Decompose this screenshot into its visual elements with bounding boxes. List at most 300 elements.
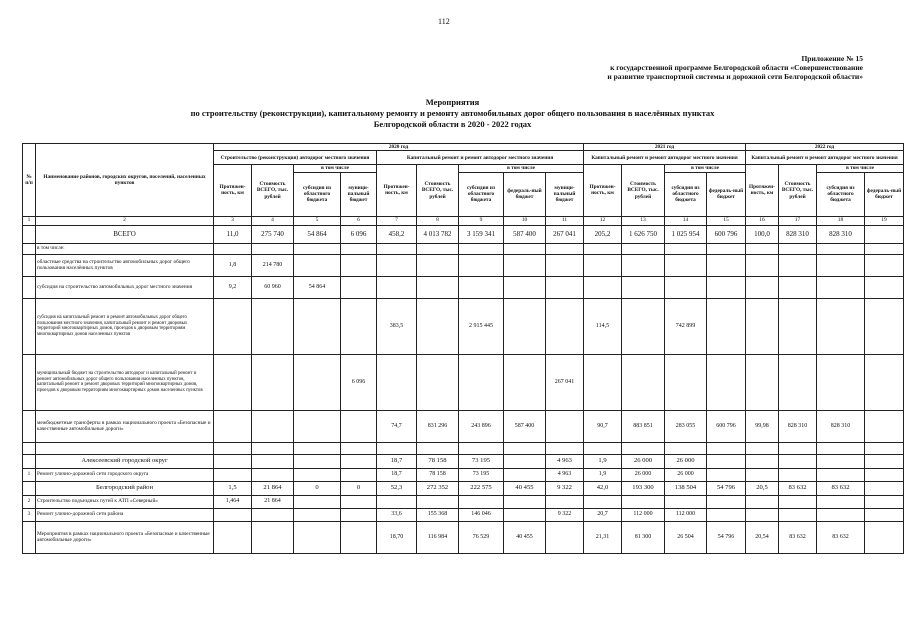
row-number (23, 354, 36, 410)
row-value (546, 298, 584, 354)
row-value (865, 481, 904, 495)
row-value: 54 796 (707, 481, 746, 495)
row-value (665, 495, 707, 508)
table-row (23, 254, 904, 276)
row-value: 222 575 (459, 481, 504, 495)
column-number: 19 (865, 216, 904, 225)
row-value (341, 243, 377, 254)
row-value: 828 310 (817, 225, 865, 243)
header-municipal: муници-пальный бюджет (341, 172, 377, 216)
row-value (214, 521, 252, 553)
row-value: 587 400 (504, 410, 546, 442)
row-value: 214 780 (252, 254, 294, 276)
row-value (865, 298, 904, 354)
row-value: 20,54 (746, 521, 779, 553)
row-value: 83 632 (817, 481, 865, 495)
row-value (584, 254, 622, 276)
row-value: 1 025 954 (665, 225, 707, 243)
row-value: 20,7 (584, 508, 622, 521)
row-value (865, 454, 904, 468)
row-value (417, 276, 459, 298)
row-value: 831 296 (417, 410, 459, 442)
header-incl: в том числе (294, 165, 377, 172)
row-value: 114,5 (584, 298, 622, 354)
table-row (23, 442, 904, 454)
header-municipal: муници-пальный бюджет (546, 172, 584, 216)
row-value (817, 495, 865, 508)
row-value (377, 442, 417, 454)
header-year-2021: 2021 год (584, 144, 746, 151)
row-value (865, 508, 904, 521)
column-number: 12 (584, 216, 622, 225)
column-number: 11 (546, 216, 584, 225)
row-value (779, 495, 817, 508)
row-value: 9,2 (214, 276, 252, 298)
row-value (294, 354, 341, 410)
row-value (214, 410, 252, 442)
header-cost: Стоимость ВСЕГО, тыс. рублей (417, 165, 459, 216)
row-value (546, 495, 584, 508)
row-value: 883 851 (622, 410, 665, 442)
header-incl: в том числе (665, 165, 746, 172)
table-row (23, 481, 904, 495)
row-value (665, 243, 707, 254)
row-value: 587 400 (504, 225, 546, 243)
header-repair-2022: Капитальный ремонт и ремонт автодорог местного значения (746, 151, 904, 165)
row-value (746, 354, 779, 410)
row-value: 18,7 (377, 468, 417, 481)
row-name: областные средства на строительство автомобильных дорог общего пользования населённых пунктов (36, 254, 214, 276)
row-value (584, 276, 622, 298)
row-value: 1,9 (584, 454, 622, 468)
row-value: 4 963 (546, 468, 584, 481)
row-value (584, 442, 622, 454)
roads-table (22, 143, 904, 554)
row-value: 112 000 (665, 508, 707, 521)
row-value: 267 041 (546, 225, 584, 243)
column-number: 5 (294, 216, 341, 225)
row-name: Строительство подъездных путей к АТП «Северный» (36, 495, 214, 508)
row-value (865, 442, 904, 454)
header-construction: Строительство (реконструкция) автодорог местного значения (214, 151, 377, 165)
appendix-note (503, 54, 863, 81)
row-value (622, 243, 665, 254)
header-federal: федераль-ный бюджет (504, 172, 546, 216)
row-value: 205,2 (584, 225, 622, 243)
row-name: Алексеевский городской округ (36, 454, 214, 468)
row-value (294, 243, 341, 254)
row-value: 83 632 (817, 521, 865, 553)
row-value: 83 632 (779, 481, 817, 495)
row-value: 383,5 (377, 298, 417, 354)
header-length: Протяжен-ность, км (584, 165, 622, 216)
row-value: 26 000 (665, 468, 707, 481)
column-number: 4 (252, 216, 294, 225)
row-value: 78 158 (417, 468, 459, 481)
row-value (377, 254, 417, 276)
column-number: 2 (36, 216, 214, 225)
row-value (377, 495, 417, 508)
header-num: № п/п (23, 144, 36, 217)
row-value (341, 442, 377, 454)
column-number: 9 (459, 216, 504, 225)
row-value (341, 276, 377, 298)
row-value (294, 410, 341, 442)
row-value (417, 495, 459, 508)
row-value (779, 354, 817, 410)
row-value (252, 354, 294, 410)
row-value (584, 354, 622, 410)
row-value (546, 521, 584, 553)
header-subsidy: субсидия из областного бюджета (817, 172, 865, 216)
table-row (23, 298, 904, 354)
row-value (294, 508, 341, 521)
row-value (377, 276, 417, 298)
row-value: 26 000 (622, 468, 665, 481)
appendix-line-1: Приложение № 15 (801, 54, 863, 63)
table-row (23, 410, 904, 442)
row-value (779, 254, 817, 276)
row-value (504, 468, 546, 481)
column-number: 7 (377, 216, 417, 225)
row-value: 272 352 (417, 481, 459, 495)
row-value: 138 504 (665, 481, 707, 495)
header-year-2022: 2022 год (746, 144, 904, 151)
row-value (294, 454, 341, 468)
row-value (622, 254, 665, 276)
table-row (23, 276, 904, 298)
row-value (779, 243, 817, 254)
table-row (23, 521, 904, 553)
row-value (865, 254, 904, 276)
row-value (865, 495, 904, 508)
row-value (459, 276, 504, 298)
row-value (817, 276, 865, 298)
row-value: 600 796 (707, 410, 746, 442)
row-number: 3 (23, 508, 36, 521)
row-value (779, 298, 817, 354)
row-value (665, 354, 707, 410)
row-number (23, 454, 36, 468)
header-incl: в том числе (459, 165, 584, 172)
row-value (252, 454, 294, 468)
header-cost: Стоимость ВСЕГО, тыс. рублей (252, 165, 294, 216)
row-value: 458,2 (377, 225, 417, 243)
row-value: 21 864 (252, 481, 294, 495)
row-value: 90,7 (584, 410, 622, 442)
row-value (294, 442, 341, 454)
row-value: 81 300 (622, 521, 665, 553)
row-name: Ремонт улично-дорожной сети городского округа (36, 468, 214, 481)
header-length: Протяжен-ность, км (214, 165, 252, 216)
row-value: 828 310 (817, 410, 865, 442)
header-incl: в том числе (817, 165, 904, 172)
row-value: 74,7 (377, 410, 417, 442)
row-value (214, 508, 252, 521)
row-number (23, 276, 36, 298)
row-number (23, 521, 36, 553)
row-value (584, 495, 622, 508)
row-value: 0 (294, 481, 341, 495)
row-value: 193 300 (622, 481, 665, 495)
row-value (341, 254, 377, 276)
row-value: 78 158 (417, 454, 459, 468)
header-length: Протяжен-ность, км (377, 165, 417, 216)
row-value (504, 243, 546, 254)
row-value (294, 298, 341, 354)
row-value (377, 354, 417, 410)
row-value: 60 960 (252, 276, 294, 298)
row-value (252, 243, 294, 254)
row-value: 54 864 (294, 225, 341, 243)
row-number (23, 410, 36, 442)
row-value: 3 159 341 (459, 225, 504, 243)
row-value (459, 243, 504, 254)
row-value: 1,5 (214, 481, 252, 495)
row-value (504, 442, 546, 454)
row-value (252, 298, 294, 354)
row-value: 146 046 (459, 508, 504, 521)
row-value (779, 468, 817, 481)
column-number: 8 (417, 216, 459, 225)
row-value: 54 864 (294, 276, 341, 298)
table-row (23, 495, 904, 508)
row-value: 73 195 (459, 454, 504, 468)
row-value: 1,9 (584, 468, 622, 481)
row-value (865, 468, 904, 481)
row-value: 26 000 (622, 454, 665, 468)
row-value (746, 508, 779, 521)
row-value (504, 354, 546, 410)
row-name (36, 442, 214, 454)
row-value (294, 468, 341, 481)
row-value (341, 454, 377, 468)
row-value (417, 354, 459, 410)
row-value (252, 410, 294, 442)
row-name: Ремонт улично-дорожной сети района (36, 508, 214, 521)
row-value: 73 195 (459, 468, 504, 481)
table-row (23, 508, 904, 521)
row-value: 1,464 (214, 495, 252, 508)
row-value: 52,3 (377, 481, 417, 495)
row-value: 20,5 (746, 481, 779, 495)
column-number: 16 (746, 216, 779, 225)
row-value (779, 276, 817, 298)
column-number: 13 (622, 216, 665, 225)
row-value (341, 468, 377, 481)
row-value: 21 864 (252, 495, 294, 508)
title-line-3: Белгородской области в 2020 - 2022 годах (373, 119, 532, 129)
row-value (746, 276, 779, 298)
row-value (746, 243, 779, 254)
row-value: 76 529 (459, 521, 504, 553)
row-value (779, 508, 817, 521)
header-cost: Стоимость ВСЕГО, тыс. рублей (622, 165, 665, 216)
row-value (341, 298, 377, 354)
row-value: 26 504 (665, 521, 707, 553)
row-value: 742 899 (665, 298, 707, 354)
row-value: 4 013 782 (417, 225, 459, 243)
row-value: 21,31 (584, 521, 622, 553)
row-value (622, 298, 665, 354)
row-value (622, 276, 665, 298)
row-name: ВСЕГО (36, 225, 214, 243)
row-value (294, 521, 341, 553)
row-value (459, 495, 504, 508)
row-name: в том числе: (36, 243, 214, 254)
row-value (865, 410, 904, 442)
row-value (377, 243, 417, 254)
row-value: 42,0 (584, 481, 622, 495)
row-value (504, 454, 546, 468)
header-subsidy: субсидия из областного бюджета (294, 172, 341, 216)
row-value (214, 468, 252, 481)
row-name: муниципальный бюджет на строительство автодорог и капитальный ремонт и ремонт автомобильных дорог общего пользования населенных пунктов, капитальный ремонт и ремонт дворовых территорий многоквартирных домов, проездов к дворовым территориям многоквартирных домов населенных пунктов (36, 354, 214, 410)
row-value (817, 508, 865, 521)
row-value (417, 243, 459, 254)
row-value: 283 055 (665, 410, 707, 442)
row-value (779, 454, 817, 468)
row-value (214, 442, 252, 454)
row-value: 11,0 (214, 225, 252, 243)
row-value (707, 276, 746, 298)
row-value (707, 354, 746, 410)
row-value (707, 454, 746, 468)
header-cost: Стоимость ВСЕГО, тыс. рублей (779, 165, 817, 216)
row-value (707, 495, 746, 508)
title-line-1: Мероприятия (425, 97, 480, 107)
row-value: 40 455 (504, 481, 546, 495)
row-value: 18,7 (377, 454, 417, 468)
row-number (23, 225, 36, 243)
row-value (504, 495, 546, 508)
row-value (459, 442, 504, 454)
row-value: 40 455 (504, 521, 546, 553)
row-value (459, 254, 504, 276)
row-value: 828 310 (779, 225, 817, 243)
column-numbers-row (23, 216, 904, 225)
row-value: 243 896 (459, 410, 504, 442)
row-value: 2 915 445 (459, 298, 504, 354)
row-value (746, 254, 779, 276)
appendix-line-2: к государственной программе Белгородской области «Совершенствование (610, 63, 863, 72)
row-value: 9 322 (546, 508, 584, 521)
row-name: Мероприятия в рамках национального проекта «Безопасные и качественные автомобильные дороги» (36, 521, 214, 553)
row-value (817, 298, 865, 354)
row-value (294, 495, 341, 508)
header-name: Наименование районов, городских округов, поселений, населенных пунктов (36, 144, 214, 217)
row-value (746, 454, 779, 468)
row-value (817, 454, 865, 468)
row-number (23, 442, 36, 454)
row-value: 26 000 (665, 454, 707, 468)
row-value (214, 454, 252, 468)
row-value (214, 243, 252, 254)
row-value (417, 298, 459, 354)
row-value: 275 740 (252, 225, 294, 243)
row-value: 4 963 (546, 454, 584, 468)
row-number: 1 (23, 468, 36, 481)
row-value (341, 508, 377, 521)
row-number (23, 243, 36, 254)
row-value (546, 410, 584, 442)
row-value (546, 276, 584, 298)
header-repair-2021: Капитальный ремонт и ремонт автодорог местного значения (584, 151, 746, 165)
row-name: субсидия на капитальный ремонт и ремонт автомобильных дорог общего пользования местного значения, капитальный ремонт и ремонт дворовых территорий многоквартирных домов, проездов к дворовым территориям многоквартирных домов населенных пунктов (36, 298, 214, 354)
header-subsidy: субсидия из областного бюджета (665, 172, 707, 216)
row-value (865, 225, 904, 243)
column-number: 15 (707, 216, 746, 225)
table-row (23, 225, 904, 243)
row-number: 2 (23, 495, 36, 508)
header-federal: федераль-ный бюджет (865, 172, 904, 216)
row-value: 600 796 (707, 225, 746, 243)
row-value (817, 354, 865, 410)
table-row (23, 243, 904, 254)
row-value (707, 468, 746, 481)
column-number: 6 (341, 216, 377, 225)
row-value (622, 354, 665, 410)
row-value (459, 354, 504, 410)
document-title (0, 97, 905, 130)
row-value (865, 276, 904, 298)
row-value: 112 000 (622, 508, 665, 521)
row-value (252, 521, 294, 553)
row-value (746, 442, 779, 454)
row-number (23, 481, 36, 495)
row-value (746, 468, 779, 481)
row-value (546, 254, 584, 276)
header-repair-2020: Капитальный ремонт и ремонт автодорог местного значения (377, 151, 584, 165)
row-value (865, 521, 904, 553)
row-value (817, 243, 865, 254)
row-value (707, 442, 746, 454)
row-value (707, 254, 746, 276)
row-value (817, 468, 865, 481)
column-number: 18 (817, 216, 865, 225)
row-value: 155 368 (417, 508, 459, 521)
title-line-2: по строительству (реконструкции), капитальному ремонту и ремонту автомобильных дорог общего пользования в населённых пунктах (190, 108, 715, 118)
row-value: 9 322 (546, 481, 584, 495)
row-value (622, 442, 665, 454)
row-value (707, 508, 746, 521)
row-value (546, 243, 584, 254)
table-row (23, 468, 904, 481)
row-value: 100,0 (746, 225, 779, 243)
row-value (817, 442, 865, 454)
header-federal: федераль-ный бюджет (707, 172, 746, 216)
row-value (252, 442, 294, 454)
column-number: 14 (665, 216, 707, 225)
row-value: 54 796 (707, 521, 746, 553)
row-value (584, 243, 622, 254)
row-value: 0 (341, 481, 377, 495)
row-value (214, 298, 252, 354)
row-number (23, 298, 36, 354)
row-value (665, 254, 707, 276)
row-value (341, 410, 377, 442)
header-year-2020: 2020 год (214, 144, 584, 151)
row-value: 18,70 (377, 521, 417, 553)
column-number: 1 (23, 216, 36, 225)
row-value (707, 243, 746, 254)
row-value (707, 298, 746, 354)
row-name: субсидия на строительство автомобильных дорог местного значения (36, 276, 214, 298)
row-value (746, 298, 779, 354)
row-value (622, 495, 665, 508)
table-row (23, 354, 904, 410)
table-row (23, 454, 904, 468)
